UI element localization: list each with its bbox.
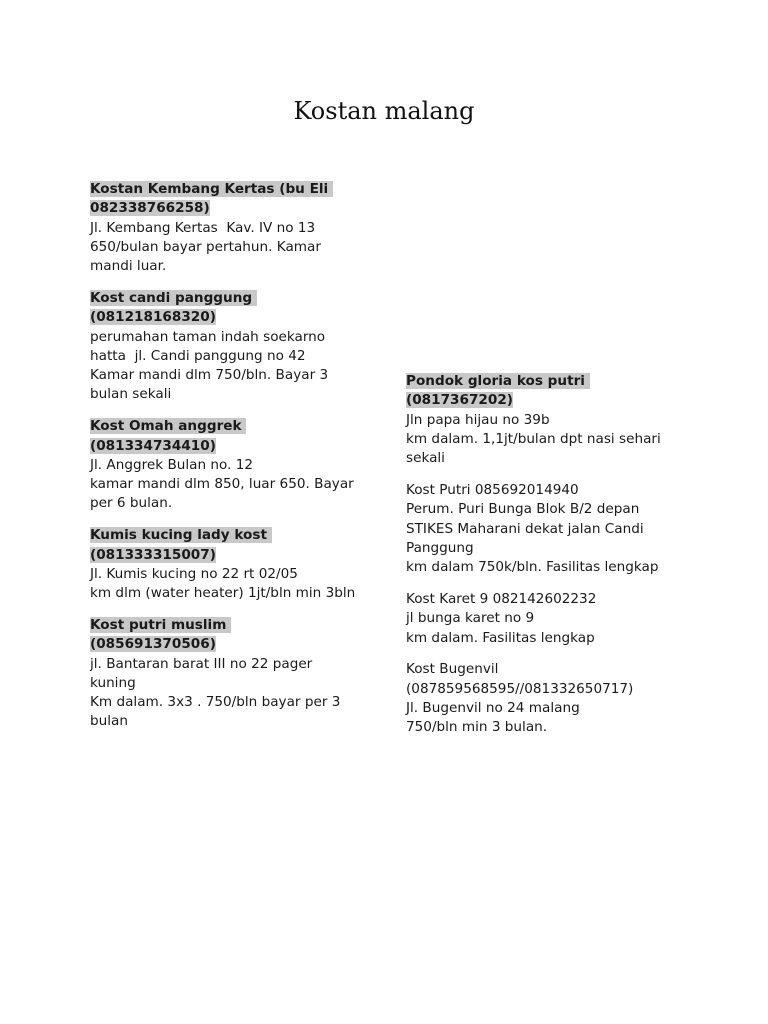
listing-detail-line: bulan sekali bbox=[90, 386, 172, 403]
listing-detail-line: kamar mandi dlm 850, luar 650. Bayar bbox=[90, 476, 354, 493]
listing-heading-line: (081218168320) bbox=[90, 309, 216, 326]
listing-entry bbox=[406, 372, 696, 468]
listing-detail-line: per 6 bulan. bbox=[90, 495, 173, 512]
listing-entry bbox=[90, 289, 370, 405]
listing-entry bbox=[406, 590, 696, 648]
listing-detail-line: Km dalam. 3x3 . 750/bln bayar per 3 bbox=[90, 694, 341, 711]
listing-heading-line: (085691370506) bbox=[90, 636, 216, 653]
listing-detail-line: Kost Putri 085692014940 bbox=[406, 481, 579, 498]
listing-entry bbox=[90, 616, 370, 732]
listing-detail-line: Jl. Bugenvil no 24 malang bbox=[406, 699, 580, 716]
listing-detail-line: km dalam. Fasilitas lengkap bbox=[406, 629, 595, 646]
listing-detail-line: Jl. Kembang Kertas Kav. IV no 13 bbox=[90, 219, 316, 236]
listing-heading-line: Pondok gloria kos putri bbox=[406, 373, 590, 389]
listing-detail-line: bulan bbox=[90, 713, 128, 730]
listing-entry bbox=[406, 660, 696, 737]
listing-detail-line: Kost Bugenvil bbox=[406, 661, 499, 678]
listing-heading-line: (081333315007) bbox=[90, 546, 216, 563]
listing-detail-line: Jl. Anggrek Bulan no. 12 bbox=[90, 456, 254, 473]
listing-entry bbox=[406, 481, 696, 577]
listing-detail-line: Jl. Kumis kucing no 22 rt 02/05 bbox=[90, 565, 298, 582]
listing-detail-line: Kamar mandi dlm 750/bln. Bayar 3 bbox=[90, 367, 329, 384]
listing-detail-line: Jln papa hijau no 39b bbox=[406, 411, 550, 428]
listing-detail-line: (087859568595//081332650717) bbox=[406, 680, 634, 697]
listing-heading-line: Kost Omah anggrek bbox=[90, 418, 247, 435]
listing-detail-line: 650/bulan bayar pertahun. Kamar bbox=[90, 238, 321, 255]
listing-detail-line: km dlm (water heater) 1jt/bln min 3bln bbox=[90, 585, 356, 602]
listing-heading-line: (081334734410) bbox=[90, 437, 216, 454]
listing-heading-line: Kost putri muslim bbox=[90, 616, 232, 633]
listing-entry bbox=[90, 180, 370, 276]
left-column bbox=[90, 180, 370, 744]
listing-heading-line: (0817367202) bbox=[406, 392, 514, 409]
listing-heading-line: 082338766258) bbox=[90, 200, 210, 217]
listing-heading-line: Kostan Kembang Kertas (bu Eli bbox=[90, 181, 333, 197]
listing-heading-line: Kost candi panggung bbox=[90, 289, 257, 306]
listing-heading-line: Kumis kucing lady kost bbox=[90, 527, 272, 544]
listing-detail-line: kuning bbox=[90, 674, 136, 691]
listing-detail-line: km dalam. 1,1jt/bulan dpt nasi sehari bbox=[406, 430, 661, 447]
listing-detail-line: jl bunga karet no 9 bbox=[406, 610, 535, 627]
listing-heading bbox=[90, 417, 370, 456]
listing-detail-line: Panggung bbox=[406, 539, 474, 556]
document-title: Kostan malang bbox=[293, 97, 475, 125]
listing-heading bbox=[90, 289, 370, 328]
listing-detail-line: jl. Bantaran barat III no 22 pager bbox=[90, 655, 313, 672]
listing-detail-line: Kost Karet 9 082142602232 bbox=[406, 590, 597, 607]
listing-heading bbox=[90, 526, 370, 565]
listing-entry bbox=[90, 417, 370, 513]
listing-detail-line: sekali bbox=[406, 450, 445, 467]
listing-heading bbox=[406, 372, 696, 411]
listing-detail-line: mandi luar. bbox=[90, 258, 167, 275]
listing-heading bbox=[90, 616, 370, 655]
listing-detail-line: Perum. Puri Bunga Blok B/2 depan bbox=[406, 501, 640, 518]
listing-detail-line: hatta jl. Candi panggung no 42 bbox=[90, 347, 306, 364]
listing-detail-line: 750/bln min 3 bulan. bbox=[406, 719, 548, 736]
listing-detail-line: perumahan taman indah soekarno bbox=[90, 328, 326, 345]
listing-detail-line: km dalam 750k/bln. Fasilitas lengkap bbox=[406, 559, 659, 576]
listing-entry bbox=[90, 526, 370, 603]
right-column bbox=[406, 372, 696, 750]
listing-heading bbox=[90, 180, 370, 219]
listing-detail-line: STIKES Maharani dekat jalan Candi bbox=[406, 520, 644, 537]
